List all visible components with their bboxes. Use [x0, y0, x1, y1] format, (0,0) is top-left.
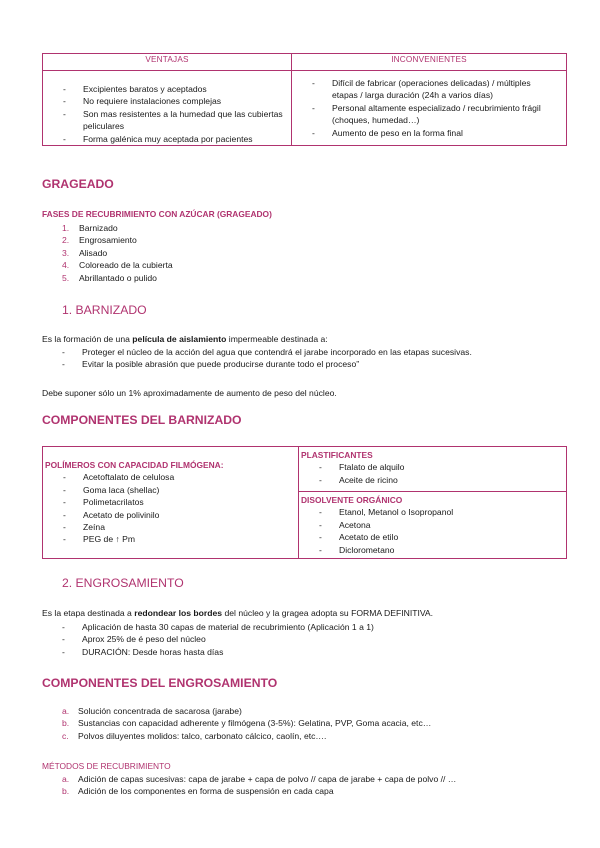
plastificante-item: - Ftalato de alquilo — [299, 461, 566, 473]
fase-item: 1. Barnizado — [62, 223, 118, 233]
grageado-title: GRAGEADO — [42, 177, 114, 191]
engrosamiento-item: - DURACIÓN: Desde horas hasta días — [42, 646, 567, 658]
barnizado-title: 1. BARNIZADO — [62, 303, 147, 317]
engrosamiento-item: - Aprox 25% de é peso del núcleo — [42, 633, 567, 645]
polimero-item: - Zeína — [43, 521, 298, 533]
ventaja-item: - Forma galénica muy aceptada por pacientes — [43, 133, 285, 145]
componente-item: b. Sustancias con capacidad adherente y filmógena (3-5%): Gelatina, PVP, Goma acacia, etc… — [62, 718, 432, 729]
polimeros-title: POLÍMEROS CON CAPACIDAD FILMÓGENA: — [45, 460, 224, 470]
polimero-item: - Goma laca (shellac) — [43, 484, 298, 496]
inconveniente-item: - Aumento de peso en la forma final — [292, 127, 558, 139]
barnizado-note: Debe suponer sólo un 1% aproximadamente de aumento de peso del núcleo. — [42, 388, 337, 398]
plastificantes-title: PLASTIFICANTES — [301, 450, 373, 460]
engrosamiento-list — [42, 621, 567, 658]
barnizado-item: - Proteger el núcleo de la acción del agua que contendrá el jarabe incorporado en las etapas sucesivas. — [42, 346, 567, 358]
metodos-title: MÉTODOS DE RECUBRIMIENTO — [42, 761, 171, 771]
componente-item: c. Polvos diluyentes molidos: talco, carbonato cálcico, caolín, etc…. — [62, 730, 327, 741]
polimero-item: - Acetato de polivinilo — [43, 509, 298, 521]
disolvente-item: - Acetato de etilo — [299, 531, 566, 543]
inconvenientes-cell — [292, 71, 567, 146]
ventajas-cell — [43, 71, 292, 146]
componentes-barnizado-title: COMPONENTES DEL BARNIZADO — [42, 413, 242, 427]
fase-item: 3. Alisado — [62, 247, 108, 258]
fase-item: 4. Coloreado de la cubierta — [62, 260, 173, 271]
ventaja-item: - No requiere instalaciones complejas — [43, 95, 285, 107]
disolvente-item: - Acetona — [299, 519, 566, 531]
metodos-list — [0, 773, 456, 798]
componentes-engrosamiento-title: COMPONENTES DEL ENGROSAMIENTO — [42, 676, 278, 690]
polimeros-cell — [43, 447, 299, 559]
fases-title: FASES DE RECUBRIMIENTO CON AZÚCAR (GRAGEADO) — [42, 209, 272, 219]
inconvenientes-header: INCONVENIENTES — [292, 54, 567, 71]
disolvente-item: - Diclorometano — [299, 544, 566, 556]
barnizado-intro: Es la formación de una película de aislamiento impermeable destinada a: — [42, 334, 328, 344]
fases-list — [0, 222, 173, 284]
engrosamiento-intro: Es la etapa destinada a redondear los bordes del núcleo y la gragea adopta su FORMA DEFINITIVA. — [42, 608, 434, 618]
inconveniente-item: - Difícil de fabricar (operaciones delicadas) / múltiples etapas / larga duración (24h a varios días) — [292, 77, 558, 102]
disolvente-cell — [299, 492, 567, 559]
barnizado-list — [42, 346, 567, 371]
metodo-item: a. Adición de capas sucesivas: capa de jarabe + capa de polvo // capa de jarabe + capa de polvo // … — [62, 774, 457, 784]
ventaja-item: - Son mas resistentes a la humedad que las cubiertas peliculares — [43, 108, 285, 133]
disolvente-title: DISOLVENTE ORGÁNICO — [301, 495, 403, 505]
fase-item: 5. Abrillantado o pulido — [62, 272, 157, 283]
disolventes-list — [299, 506, 566, 556]
barnizado-item: - Evitar la posible abrasión que puede producirse durante todo el proceso” — [42, 358, 567, 370]
polimero-item: - PEG de ↑ Pm — [43, 533, 298, 545]
inconveniente-item: - Personal altamente especializado / recubrimiento frágil (choques, humedad…) — [292, 102, 558, 127]
plastificantes-cell — [299, 447, 567, 492]
polimero-item: - Polimetacrilatos — [43, 496, 298, 508]
ventajas-header: VENTAJAS — [43, 54, 292, 71]
componentes-engrosamiento-list — [0, 705, 431, 742]
polimeros-list — [43, 471, 298, 545]
fase-item: 2. Engrosamiento — [62, 235, 137, 246]
componente-item: a. Solución concentrada de sacarosa (jarabe) — [62, 706, 242, 716]
metodo-item: b. Adición de los componentes en forma de suspensión en cada capa — [62, 786, 334, 797]
componentes-barnizado-table — [42, 446, 567, 559]
ventaja-item: - Excipientes baratos y aceptados — [43, 83, 285, 95]
disolvente-item: - Etanol, Metanol o Isopropanol — [299, 506, 566, 518]
ventajas-inconvenientes-table — [42, 53, 567, 146]
plastificante-item: - Aceite de ricino — [299, 474, 566, 486]
plastificantes-list — [299, 461, 566, 486]
polimero-item: - Acetoftalato de celulosa — [43, 471, 298, 483]
engrosamiento-title: 2. ENGROSAMIENTO — [62, 576, 184, 590]
engrosamiento-item: - Aplicación de hasta 30 capas de material de recubrimiento (Aplicación 1 a 1) — [42, 621, 567, 633]
